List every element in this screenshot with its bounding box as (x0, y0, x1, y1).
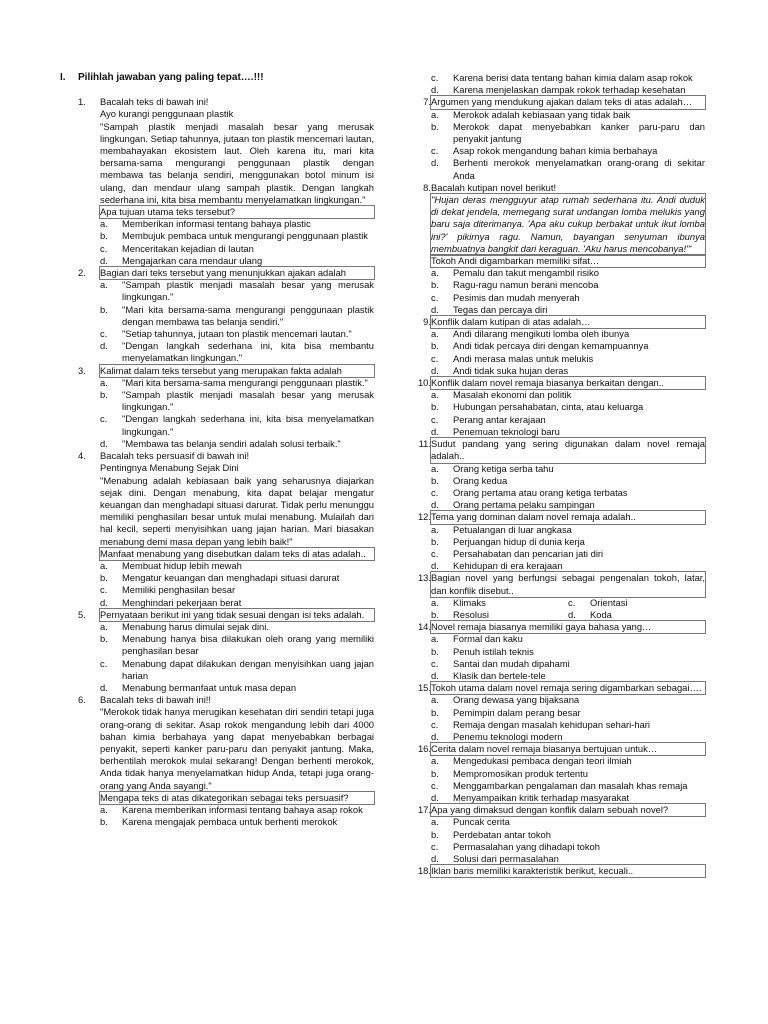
question-prompt: Cerita dalam novel remaja biasanya bertujuan untuk… (431, 743, 705, 755)
option-letter: c. (431, 413, 439, 425)
question-prompt: Iklan baris memiliki karakteristik berikut, kecuali.. (431, 865, 705, 877)
answer-option[interactable] (431, 768, 705, 780)
question-body (431, 316, 705, 377)
question-body (431, 511, 705, 572)
answer-option[interactable] (431, 401, 705, 413)
option-text: Orang dewasa yang bijaksana (453, 694, 580, 706)
option-text: Andi merasa malas untuk melukis (453, 352, 594, 364)
option-text: Pemimpin dalam perang besar (453, 706, 581, 718)
answer-option[interactable] (100, 658, 374, 682)
answer-option[interactable] (431, 707, 705, 719)
question-prompt: Apa tujuan utama teks tersebut? (100, 206, 374, 218)
question-prompt: Novel remaja biasanya memiliki gaya bahasa yang… (431, 621, 705, 633)
answer-option[interactable] (100, 304, 374, 328)
question-prompt: Pernyataan berikut ini yang tidak sesuai dengan isi teks adalah. (100, 609, 374, 621)
option-letter: c. (100, 657, 108, 669)
option-text: "Sampah plastik menjadi masalah besar yang merusak lingkungan." (122, 389, 374, 413)
option-letter: a. (431, 755, 439, 767)
answer-option[interactable] (100, 413, 374, 437)
option-text: Menabung harus dimulai sejak dini. (122, 620, 269, 632)
question-number: 2. (78, 267, 86, 279)
option-letter: a. (100, 803, 108, 815)
answer-option[interactable] (431, 646, 705, 658)
answer-options-grid (431, 597, 705, 621)
question-number: 14. (417, 621, 431, 633)
option-text: Perjuangan hidup di dunia kerja (453, 535, 585, 547)
reading-passage: "Sampah plastik menjadi masalah besar yang merusak lingkungan. Setiap tahunnya, jutaan ton plastik mencemari lautan, membahayakan ekosistem laut. Oleh karena itu, mari kita bersama-sama mengurangi penggunaan plastik dengan membawa tas belanja sendiri, menggunakan botol minum isi ulang, dan mendaur ulang sampah plastik. Dengan langkah sederhana ini, kita bisa membantu menyelamatkan lingkungan." (100, 120, 374, 205)
answer-option[interactable] (431, 548, 705, 560)
question-number: 13. (417, 572, 431, 584)
option-letter: c. (431, 840, 439, 852)
answer-option[interactable] (100, 279, 374, 303)
option-letter: c. (431, 547, 439, 559)
question-prompt: Manfaat menabung yang disebutkan dalam teks di atas adalah.. (100, 548, 374, 560)
question-number: 4. (78, 450, 86, 462)
question-body (431, 96, 705, 181)
question-number: 18. (417, 865, 431, 877)
option-text: Karena berisi data tentang bahan kimia dalam asap rokok (453, 72, 693, 83)
option-text: "Sampah plastik menjadi masalah besar yang merusak lingkungan." (122, 279, 374, 303)
answer-option[interactable] (100, 389, 374, 413)
option-text: "Dengan langkah sederhana ini, kita bisa membantu menyelamatkan lingkungan." (122, 340, 374, 364)
option-text: Mengajarkan cara mendaur ulang (122, 254, 263, 266)
option-text: Menabung dapat dilakukan dengan menyisihkan uang jajan harian (122, 657, 374, 681)
option-text: Pemalu dan takut mengambil risiko (453, 267, 599, 279)
option-text: Penemuan teknologi baru (453, 425, 560, 437)
question-body (431, 621, 705, 682)
question-6-continued-options (409, 72, 705, 96)
question-prompt: Tokoh Andi digambarkan memiliki sifat… (431, 255, 705, 267)
option-text: Penuh istilah teknis (453, 645, 534, 657)
option-text: Andi tidak suka hujan deras (453, 364, 569, 376)
question-prompt: Konflik dalam novel remaja biasanya berkaitan dengan.. (431, 377, 705, 389)
answer-option[interactable] (100, 816, 374, 828)
option-letter: d. (100, 681, 108, 693)
option-text: "Mari kita bersama-sama mengurangi penggunaan plastik dengan membawa tas belanja sendiri." (122, 303, 374, 327)
option-text: Merokok adalah kebiasaan yang tidak baik (453, 108, 631, 120)
answer-option[interactable] (100, 597, 374, 609)
option-letter: a. (431, 328, 439, 340)
option-letter: c. (431, 352, 439, 364)
question-body (431, 865, 705, 877)
option-text: Menabung bermanfaat untuk masa depan (122, 681, 297, 693)
question-prompt: Tema yang dominan dalam novel remaja adalah.. (431, 511, 705, 523)
option-text: Pesimis dan mudah menyerah (453, 291, 580, 303)
option-letter: b. (431, 120, 439, 132)
option-text: Memberikan informasi tentang bahaya plastic (122, 218, 311, 230)
question-body (431, 72, 705, 96)
answer-option[interactable] (431, 365, 705, 377)
answer-option[interactable] (431, 414, 705, 426)
option-text: Mempromosikan produk tertentu (453, 767, 588, 779)
answer-option[interactable] (431, 816, 705, 828)
answer-option[interactable] (431, 292, 705, 304)
answer-option[interactable] (100, 230, 374, 242)
question-number: 1. (78, 96, 86, 108)
option-letter: b. (100, 303, 108, 315)
option-text: Orang kedua (453, 474, 508, 486)
option-text: Formal dan kaku (453, 633, 523, 645)
question-body (431, 743, 705, 804)
option-letter: b. (431, 401, 439, 413)
question-prompt: Apa yang dimaksud dengan konflik dalam sebuah novel? (431, 804, 705, 816)
option-letter: a. (431, 523, 439, 535)
answer-option[interactable] (431, 609, 568, 621)
option-text: Menabung hanya bisa dilakukan oleh orang yang memiliki penghasilan besar (122, 633, 374, 657)
option-letter: c. (568, 596, 576, 608)
option-text: Puncak cerita (453, 816, 510, 828)
question-body (100, 365, 374, 450)
question-item (409, 682, 705, 743)
question-intro: Bacalah teks di bawah ini!! (100, 694, 212, 706)
option-text: Orientasi (590, 596, 628, 608)
answer-option[interactable] (431, 389, 705, 401)
answer-option[interactable] (431, 426, 705, 438)
answer-option[interactable] (431, 560, 705, 572)
option-letter: b. (431, 608, 439, 620)
answer-option[interactable] (100, 243, 374, 255)
answer-option[interactable] (431, 463, 705, 475)
option-text: Solusi dari permasalahan (453, 853, 559, 864)
option-letter: d. (431, 853, 439, 864)
answer-option[interactable] (100, 340, 374, 364)
answer-option[interactable] (431, 670, 705, 682)
answer-option[interactable] (431, 694, 705, 706)
answer-option[interactable] (431, 780, 705, 792)
question-item (409, 377, 705, 438)
answer-option[interactable] (431, 487, 705, 499)
question-item (409, 438, 705, 511)
question-body (431, 804, 705, 865)
answer-option[interactable] (431, 536, 705, 548)
question-item (409, 511, 705, 572)
question-intro: Bacalah teks di bawah ini! (100, 96, 209, 108)
option-text: Merokok dapat menyebabkan kanker paru-paru dan penyakit jantung (453, 120, 705, 145)
answer-option[interactable] (431, 157, 705, 181)
option-letter: a. (431, 462, 439, 474)
question-prompt: Bagian novel yang berfungsi sebagai pengenalan tokoh, latar, dan konflik disebut.. (431, 572, 705, 596)
question-number: 3. (78, 364, 86, 376)
option-letter: b. (431, 279, 439, 291)
option-letter: d. (431, 84, 439, 96)
right-question-list (409, 96, 705, 877)
option-text: Membuat hidup lebih mewah (122, 559, 242, 571)
option-letter: d. (100, 254, 108, 266)
answer-option[interactable] (100, 682, 374, 694)
answer-option[interactable] (431, 72, 705, 84)
option-letter: b. (431, 828, 439, 840)
answer-option[interactable] (100, 438, 374, 450)
answer-option[interactable] (100, 584, 374, 596)
answer-option[interactable] (431, 499, 705, 511)
answer-option[interactable] (100, 218, 374, 230)
option-letter: b. (431, 767, 439, 779)
option-letter: d. (431, 669, 439, 681)
option-text: Resolusi (453, 608, 489, 620)
option-letter: d. (568, 608, 576, 620)
option-letter: a. (431, 108, 439, 120)
question-item (60, 609, 374, 694)
option-letter: c. (431, 718, 439, 730)
section-heading (60, 72, 374, 84)
option-letter: b. (100, 389, 108, 401)
option-text: Menggambarkan pengalaman dan masalah khas remaja (453, 779, 688, 791)
option-letter: c. (431, 486, 439, 498)
option-letter: b. (431, 340, 439, 352)
option-text: Asap rokok mengandung bahan kimia berbahaya (453, 145, 658, 157)
option-text: Menceritakan kejadian di lautan (122, 242, 254, 254)
option-letter: b. (431, 535, 439, 547)
option-text: Persahabatan dan pencarian jati diri (453, 547, 604, 559)
option-letter: b. (431, 706, 439, 718)
answer-option[interactable] (100, 560, 374, 572)
question-body (100, 267, 374, 365)
answer-option[interactable] (100, 804, 374, 816)
answer-option[interactable] (431, 524, 705, 536)
question-item (60, 96, 374, 267)
question-body (431, 438, 705, 511)
option-text: Penemu teknologi modern (453, 730, 563, 742)
question-item (60, 450, 374, 609)
question-body (100, 96, 374, 267)
answer-option[interactable] (431, 829, 705, 841)
answer-option[interactable] (431, 109, 705, 121)
option-letter: a. (431, 267, 439, 279)
option-letter: a. (100, 376, 108, 388)
answer-option[interactable] (431, 145, 705, 157)
left-question-list (60, 96, 374, 828)
answer-option[interactable] (100, 377, 374, 389)
option-text: "Dengan langkah sederhana ini, kita bisa menyelamatkan lingkungan." (122, 413, 374, 437)
answer-option[interactable] (431, 633, 705, 645)
option-text: Menyampaikan kritik terhadap masyarakat (453, 791, 630, 803)
question-body (431, 377, 705, 438)
option-letter: a. (431, 633, 439, 645)
option-letter: d. (431, 157, 439, 169)
question-number-spacer (409, 72, 431, 96)
question-intro: Bacalah teks persuasif di bawah ini! (100, 450, 250, 462)
answer-option[interactable] (431, 340, 705, 352)
answer-option[interactable] (431, 279, 705, 291)
option-text: Karena mengajak pembaca untuk berhenti merokok (122, 816, 338, 828)
question-number: 6. (78, 694, 86, 706)
option-text: Masalah ekonomi dan politik (453, 389, 572, 401)
question-number: 9. (423, 316, 431, 328)
answer-option[interactable] (431, 731, 705, 743)
answer-option[interactable] (431, 792, 705, 804)
option-letter: a. (431, 816, 439, 828)
option-letter: d. (431, 425, 439, 437)
option-text: Perang antar kerajaan (453, 413, 546, 425)
right-column (409, 72, 705, 877)
option-letter: a. (100, 218, 108, 230)
option-letter: d. (100, 340, 108, 352)
question-number: 11. (418, 438, 431, 450)
option-text: Memiliki penghasilan besar (122, 584, 236, 596)
question-prompt: Kalimat dalam teks tersebut yang merupakan fakta adalah (100, 365, 374, 377)
question-continuation (409, 72, 705, 96)
option-text: Mengatur keuangan dan menghadapi situasi darurat (122, 572, 340, 584)
answer-option[interactable] (431, 328, 705, 340)
answer-option[interactable] (431, 853, 705, 865)
reading-passage: "Hujan deras mengguyur atap rumah sederhana itu. Andi duduk di dekat jendela, memegang surat undangan lomba melukis yang baru saja diterimanya. 'Apa aku cukup berbakat untuk ikut lomba ini?' pikirnya ragu. Namun, bayangan senyuman ibunya membuatnya bangkit dari keraguan. 'Aku harus mencobanya!'" (431, 194, 705, 254)
option-text: "Mari kita bersama-sama mengurangi penggunaan plastik." (122, 376, 368, 388)
option-letter: a. (100, 279, 108, 291)
question-intro: Bacalah kutipan novel berikut! (431, 181, 557, 193)
option-text: Membujuk pembaca untuk mengurangi penggunaan plastik (122, 230, 368, 242)
option-letter: d. (431, 560, 439, 572)
left-column (60, 72, 374, 828)
option-text: Berhenti merokok menyelamatkan orang-orang di sekitar Anda (453, 157, 705, 181)
answer-option[interactable] (100, 633, 374, 657)
answer-option[interactable] (431, 841, 705, 853)
question-number: 7. (423, 96, 431, 108)
option-letter: d. (100, 596, 108, 608)
option-text: Ragu-ragu namun berani mencoba (453, 279, 599, 291)
question-body (431, 682, 705, 743)
question-item (409, 865, 705, 877)
option-text: Koda (590, 608, 612, 620)
question-item (409, 316, 705, 377)
option-text: Kehidupan di era kerajaan (453, 560, 563, 572)
option-letter: a. (431, 389, 439, 401)
option-text: Klasik dan bertele-tele (453, 669, 546, 681)
question-prompt: Bagian dari teks tersebut yang menunjukkan ajakan adalah (100, 267, 374, 279)
question-body (431, 572, 705, 621)
answer-option[interactable] (431, 755, 705, 767)
option-letter: d. (100, 437, 108, 449)
question-item (60, 365, 374, 450)
question-item (409, 804, 705, 865)
option-text: Hubungan persahabatan, cinta, atau keluarga (453, 401, 644, 413)
question-body (431, 182, 705, 316)
option-text: Mengedukasi pembaca dengan teori ilmiah (453, 755, 632, 767)
reading-passage: "Merokok tidak hanya merugikan kesehatan diri sendiri tetapi juga orang-orang di sekitar. Asap rokok mengandung lebih dari 4000 bahan kimia berbahaya yang dapat menyebabkan berbagai penyakit, seperti kanker paru-paru dan penyakit jantung. Maka, berhentilah merokok mulai sekarang! Dengan berhenti merokok, Anda tidak hanya menyelamatkan hidup Anda, tetapi juga orang-orang yang Anda sayangi." (100, 706, 374, 791)
reading-passage: "Menabung adalah kebiasaan baik yang seharusnya diajarkan sejak dini. Dengan menabung, kita dapat belajar mengatur keuangan dan menghadapi situasi darurat. Tidak perlu menunggu memiliki penghasilan besar untuk mulai menabung. Mulailah dari hal kecil, seperti menyisihkan uang jajan harian. Mari biasakan menabung demi masa depan yang lebih baik!" (100, 474, 374, 547)
answer-option[interactable] (431, 304, 705, 316)
option-letter: b. (100, 816, 108, 828)
option-text: Tegas dan percaya diri (453, 303, 548, 315)
answer-option[interactable] (568, 597, 705, 609)
option-letter: c. (100, 584, 108, 596)
question-intro: Pentingnya Menabung Sejak Dini (100, 462, 239, 474)
option-letter: c. (431, 779, 439, 791)
option-text: Orang pertama pelaku sampingan (453, 499, 595, 511)
question-intro: Ayo kurangi penggunaan plastik (100, 108, 234, 120)
question-number: 17. (417, 804, 431, 816)
option-text: "Membawa tas belanja sendiri adalah solusi terbaik." (122, 437, 341, 449)
option-text: Andi dilarang mengikuti lomba oleh ibunya (453, 328, 630, 340)
option-text: Karena memberikan informasi tentang bahaya asap rokok (122, 803, 363, 815)
section-title: Pilihlah jawaban yang paling tepat….!!! (78, 72, 264, 83)
option-letter: c. (100, 328, 108, 340)
option-letter: c. (431, 291, 439, 303)
answer-option[interactable] (431, 719, 705, 731)
question-number: 16. (417, 743, 431, 755)
question-item (60, 694, 374, 828)
answer-option[interactable] (100, 572, 374, 584)
question-number: 15. (417, 682, 431, 694)
question-prompt: Argumen yang mendukung ajakan dalam teks di atas adalah… (431, 96, 705, 108)
answer-option[interactable] (431, 475, 705, 487)
option-letter: b. (431, 474, 439, 486)
answer-option[interactable] (568, 609, 705, 621)
option-letter: c. (431, 72, 439, 83)
option-letter: c. (431, 145, 439, 157)
question-item (409, 621, 705, 682)
question-item (409, 96, 705, 181)
question-number: 10. (417, 377, 431, 389)
question-number: 12. (417, 511, 431, 523)
question-body (100, 450, 374, 609)
question-body (100, 609, 374, 694)
option-text: "Setiap tahunnya, jutaan ton plastik mencemari lautan." (122, 328, 352, 340)
option-letter: a. (100, 559, 108, 571)
option-text: Andi tidak percaya diri dengan kemampuannya (453, 340, 649, 352)
option-letter: b. (431, 645, 439, 657)
question-item (60, 267, 374, 365)
option-text: Menghindari pekerjaan berat (122, 596, 242, 608)
question-prompt: Konflik dalam kutipan di atas adalah… (431, 316, 705, 328)
option-letter: b. (100, 572, 108, 584)
option-text: Orang pertama atau orang ketiga terbatas (453, 486, 628, 498)
section-roman: I. (60, 72, 66, 83)
option-letter: d. (431, 730, 439, 742)
option-letter: d. (431, 303, 439, 315)
answer-option[interactable] (431, 597, 568, 609)
answer-option[interactable] (431, 84, 705, 96)
option-text: Permasalahan yang dihadapi tokoh (453, 840, 600, 852)
question-number: 5. (78, 608, 86, 620)
option-letter: c. (100, 413, 108, 425)
option-text: Petualangan di luar angkasa (453, 523, 572, 535)
option-letter: a. (100, 620, 108, 632)
answer-option[interactable] (431, 658, 705, 670)
question-item (409, 182, 705, 316)
answer-option[interactable] (431, 353, 705, 365)
question-body (100, 694, 374, 828)
question-prompt: Mengapa teks di atas dikategorikan sebagai teks persuasif? (100, 792, 374, 804)
option-letter: c. (431, 657, 439, 669)
option-text: Remaja dengan masalah kehidupan sehari-hari (453, 718, 650, 730)
question-prompt: Tokoh utama dalam novel remaja sering digambarkan sebagai…. (431, 682, 705, 694)
question-prompt: Sudut pandang yang sering digunakan dalam novel remaja adalah.. (431, 438, 705, 462)
question-number: 8. (423, 181, 431, 193)
option-letter: a. (431, 694, 439, 706)
option-text: Santai dan mudah dipahami (453, 657, 570, 669)
option-letter: b. (100, 230, 108, 242)
answer-option[interactable] (100, 621, 374, 633)
answer-option[interactable] (431, 267, 705, 279)
option-letter: c. (100, 242, 108, 254)
question-item (409, 572, 705, 621)
option-letter: d. (431, 791, 439, 803)
option-letter: d. (431, 364, 439, 376)
option-letter: d. (431, 499, 439, 511)
option-letter: a. (431, 596, 439, 608)
answer-option[interactable] (100, 255, 374, 267)
option-letter: b. (100, 633, 108, 645)
question-item (409, 743, 705, 804)
option-text: Klimaks (453, 596, 486, 608)
option-text: Orang ketiga serba tahu (453, 462, 554, 474)
option-text: Karena menjelaskan dampak rokok terhadap kesehatan (453, 84, 686, 96)
answer-option[interactable] (100, 328, 374, 340)
answer-option[interactable] (431, 121, 705, 145)
option-text: Perdebatan antar tokoh (453, 828, 551, 840)
